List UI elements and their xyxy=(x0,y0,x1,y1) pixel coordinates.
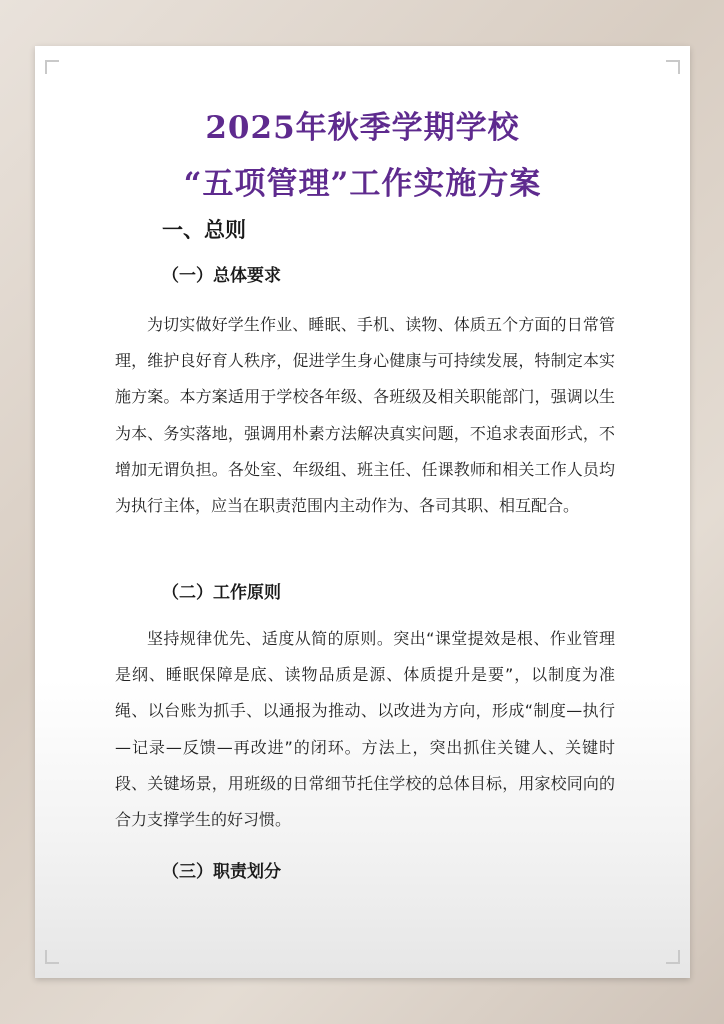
corner-mark-bottom-left xyxy=(45,950,59,964)
subsection-heading-overall-requirements: （一）总体要求 xyxy=(162,266,281,286)
corner-mark-top-left xyxy=(45,60,59,74)
document-title-line2: “五项管理”工作实施方案 xyxy=(183,166,542,202)
paragraph-overall-requirements: 为切实做好学生作业、睡眠、手机、读物、体质五个方面的日常管理，维护良好育人秩序，促进学生身心健康与可持续发展，特制定本实施方案。本方案适用于学校各年级、各班级及相关职能部门，强调以生为本、务实落地，强调用朴素方法解决真实问题，不追求表面形式，不增加无谓负担。各处室、年级组、班主任、任课教师和相关工作人员均为执行主体，应当在职责范围内主动作为、各司其职、相互配合。 xyxy=(115,315,615,516)
subsection-heading-work-principles: （二）工作原则 xyxy=(162,583,281,603)
document-title-line1: 2025年秋季学期学校 xyxy=(205,110,520,146)
corner-mark-top-right xyxy=(666,60,680,74)
section-heading-general: 一、总则 xyxy=(162,218,246,242)
paragraph-work-principles: 坚持规律优先、适度从简的原则。突出“课堂提效是根、作业管理是纲、睡眠保障是底、读物品质是源、体质提升是要”，以制度为准绳、以台账为抓手、以通报为推动、以改进为方向，形成“制度—执行—记录—反馈—再改进”的闭环。方法上，突出抓住关键人、关键时段、关键场景，用班级的日常细节托住学校的总体目标，用家校同向的合力支撑学生的好习惯。 xyxy=(115,629,615,830)
subsection-heading-responsibilities: （三）职责划分 xyxy=(162,862,281,882)
document-page xyxy=(35,46,690,978)
corner-mark-bottom-right xyxy=(666,950,680,964)
